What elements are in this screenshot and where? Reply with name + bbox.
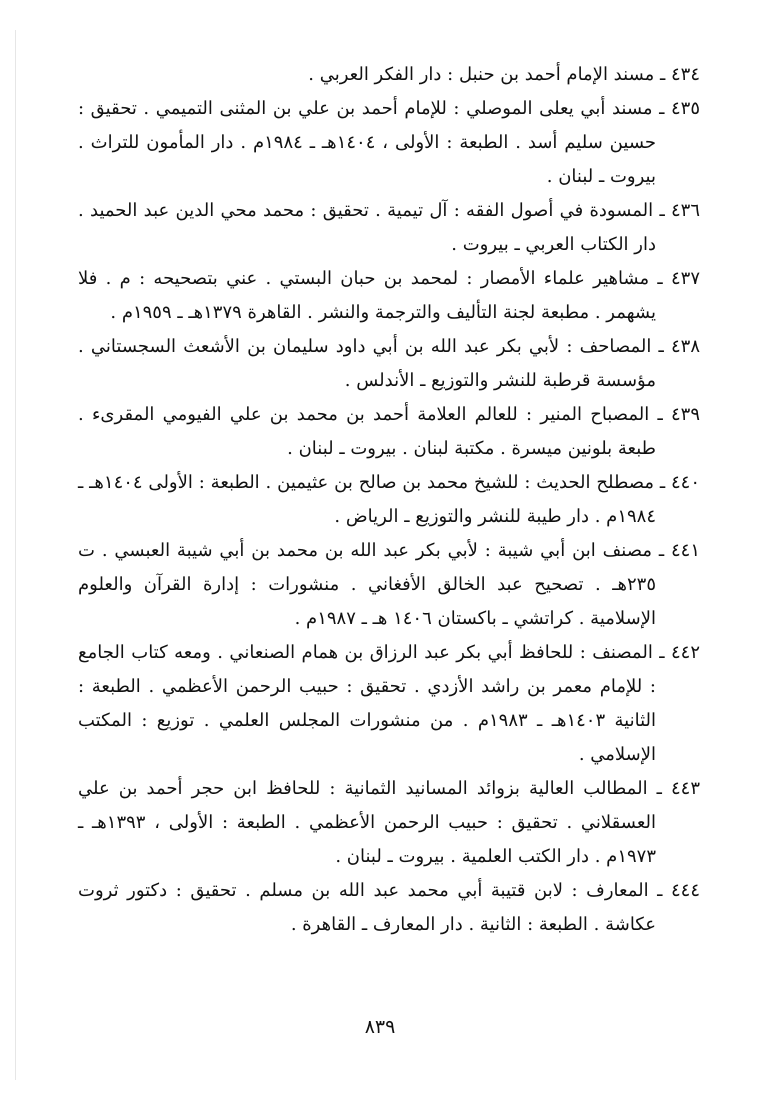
entry-text: المسودة في أصول الفقه : آل تيمية . تحقيق : محمد محي الدين عبد الحميد . دار الكتاب العربي ـ بيروت . xyxy=(78,200,656,255)
bibliography-entry-440: ٤٤٠ ـ مصطلح الحديث : للشيخ محمد بن صالح بن عثيمين . الطبعة : الأولى ١٤٠٤هـ ـ ١٩٨٤م . دار طيبة للنشر والتوزيع ـ الرياض . xyxy=(78,472,701,527)
page-edge-line xyxy=(15,30,16,1080)
bibliography-list xyxy=(78,58,700,942)
bibliography-entry-444: ٤٤٤ ـ المعارف : لابن قتيبة أبي محمد عبد الله بن مسلم . تحقيق : دكتور ثروت عكاشة . الطبعة : الثانية . دار المعارف ـ القاهرة . xyxy=(78,880,701,935)
entry-text: مسند أبي يعلى الموصلي : للإمام أحمد بن علي بن المثنى التميمي . تحقيق : حسين سليم أسد . الطبعة : الأولى ، ١٤٠٤هـ ـ ١٩٨٤م . دار المأمون للتراث . بيروت ـ لبنان . xyxy=(78,98,657,187)
entry-number: ٤٣٦ xyxy=(671,200,701,221)
entry-number: ٤٣٤ xyxy=(670,64,700,85)
entry-number: ٤٣٥ xyxy=(671,98,701,119)
entry-text: مصنف ابن أبي شيبة : لأبي بكر عبد الله بن محمد بن أبي شيبة العبسي . ت ٢٣٥هـ . تصحيح عبد الخالق الأفغاني . منشورات : إدارة القرآن والعلوم الإسلامية . كراتشي ـ باكستان ١٤٠٦ هـ ـ ١٩٨٧م . xyxy=(78,540,656,629)
bibliography-entry-436: ٤٣٦ ـ المسودة في أصول الفقه : آل تيمية . تحقيق : محمد محي الدين عبد الحميد . دار الكتاب العربي ـ بيروت . xyxy=(78,200,701,255)
entry-number: ٤٣٩ xyxy=(671,404,701,425)
bibliography-entry-435: ٤٣٥ ـ مسند أبي يعلى الموصلي : للإمام أحمد بن علي بن المثنى التميمي . تحقيق : حسين سليم أسد . الطبعة : الأولى ، ١٤٠٤هـ ـ ١٩٨٤م . دار المأمون للتراث . بيروت ـ لبنان . xyxy=(78,98,701,187)
entry-text: المصنف : للحافظ أبي بكر عبد الرزاق بن همام الصنعاني . ومعه كتاب الجامع : للإمام معمر بن راشد الأزدي . تحقيق : حبيب الرحمن الأعظمي . الطبعة : الثانية ١٤٠٣هـ ـ ١٩٨٣م . من منشورات المجلس العلمي . توزيع : المكتب الإسلامي . xyxy=(78,642,657,765)
entry-text: مسند الإمام أحمد بن حنبل : دار الفكر العربي . xyxy=(308,64,655,85)
entry-number: ٤٣٨ xyxy=(671,336,701,357)
entry-text: المصاحف : لأبي بكر عبد الله بن أبي داود سليمان بن الأشعث السجستاني . مؤسسة قرطبة للنشر والتوزيع ـ الأندلس . xyxy=(78,336,656,391)
entry-number: ٤٤٣ xyxy=(671,778,701,799)
entry-text: مصطلح الحديث : للشيخ محمد بن صالح بن عثيمين . الطبعة : الأولى ١٤٠٤هـ ـ ١٩٨٤م . دار طيبة للنشر والتوزيع ـ الرياض . xyxy=(78,472,656,527)
bibliography-entry-437: ٤٣٧ ـ مشاهير علماء الأمصار : لمحمد بن حبان البستي . عني بتصحيحه : م . فلا يشهمر . مطبعة لجنة التأليف والترجمة والنشر . القاهرة ١٣٧٩هـ ـ ١٩٥٩م . xyxy=(78,268,700,323)
bibliography-entry-434: ٤٣٤ ـ مسند الإمام أحمد بن حنبل : دار الفكر العربي . xyxy=(308,64,700,85)
page-number: ٨٣٩ xyxy=(364,1016,396,1038)
entry-number: ٤٤١ xyxy=(670,540,700,561)
bibliography-entry-441: ٤٤١ ـ مصنف ابن أبي شيبة : لأبي بكر عبد الله بن محمد بن أبي شيبة العبسي . ت ٢٣٥هـ . تصحيح عبد الخالق الأفغاني . منشورات : إدارة القرآن والعلوم الإسلامية . كراتشي ـ باكستان ١٤٠٦ هـ ـ ١٩٨٧م . xyxy=(78,540,700,629)
entry-text: المطالب العالية بزوائد المسانيد الثمانية : للحافظ ابن حجر أحمد بن علي العسقلاني . تحقيق : حبيب الرحمن الأعظمي . الطبعة : الأولى ، ١٣٩٣هـ ـ ١٩٧٣م . دار الكتب العلمية . بيروت ـ لبنان . xyxy=(78,778,656,867)
entry-number: ٤٤٤ xyxy=(671,880,701,901)
bibliography-entry-439: ٤٣٩ ـ المصباح المنير : للعالم العلامة أحمد بن محمد بن علي الفيومي المقرىء . طبعة بلونين ميسرة . مكتبة لبنان . بيروت ـ لبنان . xyxy=(78,404,701,459)
entry-text: مشاهير علماء الأمصار : لمحمد بن حبان البستي . عني بتصحيحه : م . فلا يشهمر . مطبعة لجنة التأليف والترجمة والنشر . القاهرة ١٣٧٩هـ ـ ١٩٥٩م . xyxy=(78,268,656,323)
bibliography-entry-443: ٤٤٣ ـ المطالب العالية بزوائد المسانيد الثمانية : للحافظ ابن حجر أحمد بن علي العسقلاني . تحقيق : حبيب الرحمن الأعظمي . الطبعة : الأولى ، ١٣٩٣هـ ـ ١٩٧٣م . دار الكتب العلمية . بيروت ـ لبنان . xyxy=(78,778,701,867)
bibliography-entry-438: ٤٣٨ ـ المصاحف : لأبي بكر عبد الله بن أبي داود سليمان بن الأشعث السجستاني . مؤسسة قرطبة للنشر والتوزيع ـ الأندلس . xyxy=(78,336,701,391)
entry-text: المصباح المنير : للعالم العلامة أحمد بن محمد بن علي الفيومي المقرىء . طبعة بلونين ميسرة . مكتبة لبنان . بيروت ـ لبنان . xyxy=(78,404,656,459)
entry-text: المعارف : لابن قتيبة أبي محمد عبد الله بن مسلم . تحقيق : دكتور ثروت عكاشة . الطبعة : الثانية . دار المعارف ـ القاهرة . xyxy=(78,880,656,935)
entry-number: ٤٤٢ xyxy=(671,642,701,663)
bibliography-entry-442: ٤٤٢ ـ المصنف : للحافظ أبي بكر عبد الرزاق بن همام الصنعاني . ومعه كتاب الجامع : للإمام معمر بن راشد الأزدي . تحقيق : حبيب الرحمن الأعظمي . الطبعة : الثانية ١٤٠٣هـ ـ ١٩٨٣م . من منشورات المجلس العلمي . توزيع : المكتب الإسلامي . xyxy=(78,642,701,765)
entry-number: ٤٣٧ xyxy=(670,268,700,289)
entry-number: ٤٤٠ xyxy=(671,472,701,493)
